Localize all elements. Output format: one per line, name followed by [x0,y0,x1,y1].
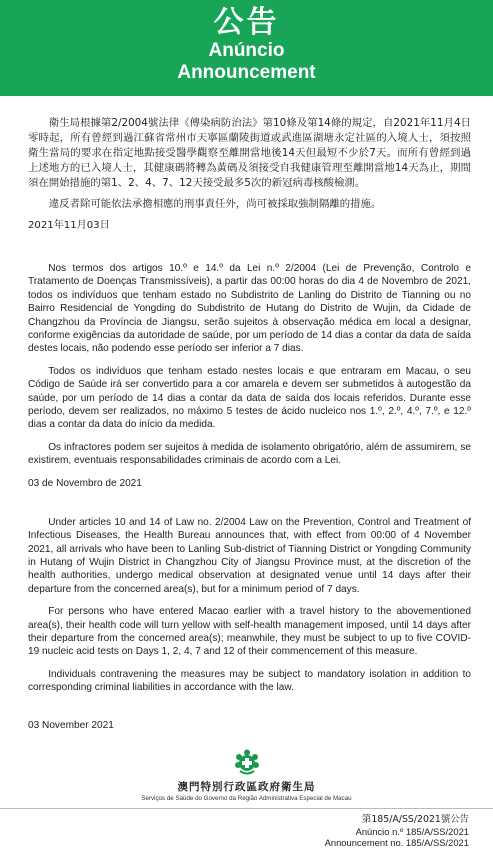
announcement-body [28,116,471,732]
title-pt: Anúncio [208,40,285,61]
announcement-reference [325,814,469,849]
footer-divider [0,808,493,809]
reference-zh: 第185/A/SS/2021號公告 [361,814,469,825]
pt-date: 03 de Novembro de 2021 [28,477,142,489]
zh-date: 2021年11月03日 [28,220,110,231]
pt-paragraph-2: Todos os indivíduos que tenham estado nestes locais e que entraram em Macau, o seu Código de Saúde irá ser convertido para a cor amarela e devem ser submetidos à autogestão da saúde, por um período de 14 dias a contar da data de saída dos locais referidos. Durante esse período, devem ser realizados, no máximo 5 testes de ácido nucleico nos 1.º, 2.º, 4.º, 7.º, e 12.º dias a contar da data do início da medida. [28,365,471,431]
health-bureau-emblem-icon [234,748,260,776]
title-zh: 公告 [213,5,280,40]
health-bureau-signature [0,748,493,802]
en-date: 03 November 2021 [28,719,114,731]
en-paragraph-1: Under articles 10 and 14 of Law no. 2/2004 Law on the Prevention, Control and Treatment of Infectious Diseases, the Health Bureau announces that, with effect from 00:00 of 4 November 2021, all arrivals who have been to Lanling Sub-district of Tianning District or Yongding Community in Hutang of Wujin District in Changzhou City of Jiangsu Province must, at the discretion of the health authorities, undergo medical observation at designated venue until 14 days after their departure from the concerned area(s), but for a minimum period of 7 days. [28,516,471,595]
pt-paragraph-3: Os infractores podem ser sujeitos à medida de isolamento obrigatório, além de assumirem, se existirem, eventuais responsabilidades criminais de acordo com a Lei. [28,441,471,467]
reference-pt: Anúncio n.º 185/A/SS/2021 [355,825,469,837]
reference-en: Announcement no. 185/A/SS/2021 [324,837,469,848]
org-name-pt: Serviços de Saúde do Governo da Região Administrativa Especial de Macau [141,795,352,802]
pt-paragraph-1: Nos termos dos artigos 10.º e 14.º da Lei n.º 2/2004 (Lei de Prevenção, Controlo e Tratamento de Doenças Transmissíveis), a partir das 00:00 horas do dia 4 de Novembro de 2021, todos os indivíduos que tenham estado no Subdistrito de Lanling do Distrito de Tianning ou no Bairro Residencial de Yongding do Subdistrito de Hutang do Distrito de Wujin, da Cidade de Changzhou da Província de Jiangsu, serão sujeitos à observação médica em local a designar, conforme exigências da autoridade de saúde, por um período de 14 dias a contar da data de saída destes locais, não podendo esse período ser inferior a 7 dias. [28,263,471,355]
announcement-header [0,0,493,96]
en-paragraph-3: Individuals contravening the measures may be subject to mandatory isolation in addition to corresponding criminal liabilities in accordance with the law. [28,668,471,694]
title-en: Announcement [177,62,316,83]
zh-paragraph-1: 衛生局根據第2/2004號法律《傳染病防治法》第10條及第14條的規定，自2021年11月4日零時起，所有曾經到過江蘇省常州市天寧區蘭陵街道或武進區湖塘永定社區的入境人士，須按照衛生當局的要求在指定地點接受醫學觀察至離開當地後14天但最短不少於7天。而所有曾經到過上述地方的已入境人士，其健康碼將轉為黃碼及須接受自我健康管理至離開當地14天為止，期間須在開始措施的第1、2、4、7、12天接受最多5次的新冠病毒核酸檢測。 [28,117,471,189]
en-paragraph-2: For persons who have entered Macao earlier with a travel history to the abovementioned area(s), their health code will turn yellow with self-health management imposed, until 14 days after their departure from the concerned area(s); meanwhile, they must be subject to up to five COVID-19 nucleic acid tests on Days 1, 2, 4, 7 and 12 of their commencement of this measure. [28,606,471,658]
org-name-zh: 澳門特別行政區政府衛生局 [177,781,316,793]
zh-paragraph-2: 違反者除可能依法承擔相應的刑事責任外，尚可被採取強制隔離的措施。 [48,198,382,210]
